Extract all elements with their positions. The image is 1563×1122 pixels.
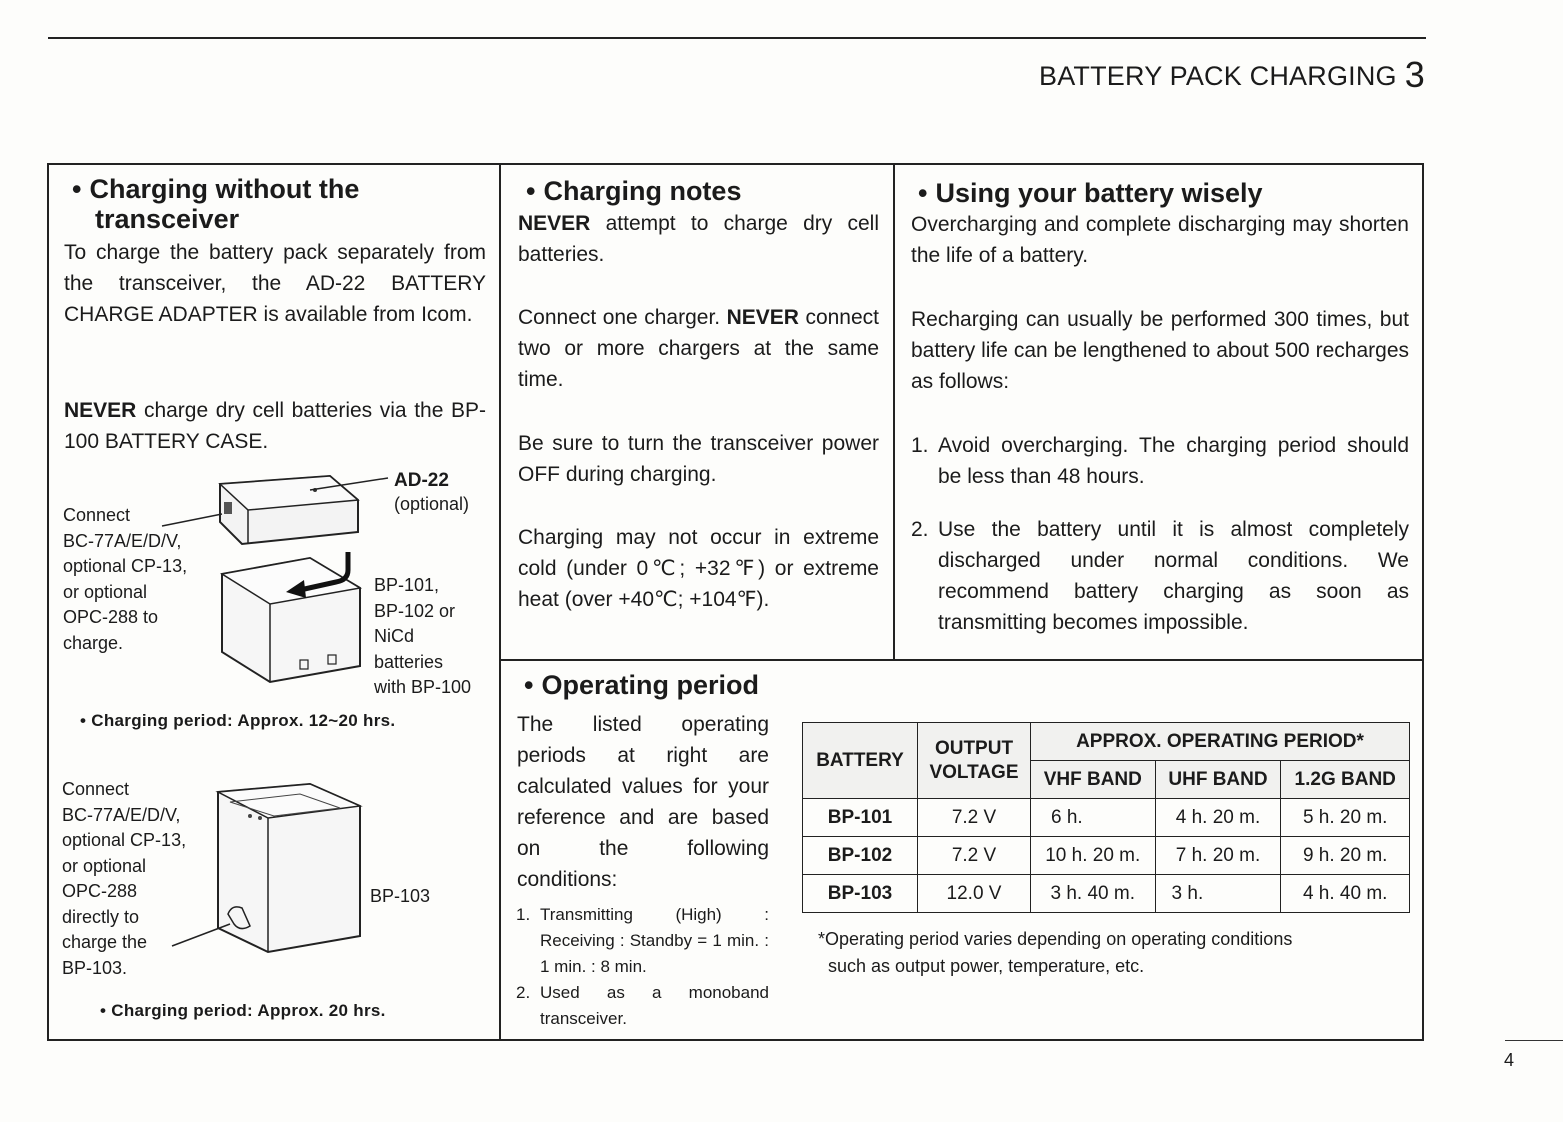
operating-conditions-list [516, 902, 769, 1032]
wisely-list [911, 430, 1409, 638]
wisely-p2: Recharging can usually be performed 300 times, but battery life can be lengthened to about 500 recharges as follows: [911, 308, 1409, 393]
top-rule [48, 37, 1426, 39]
col1-warning: NEVER charge dry cell batteries via the BP-100 BATTERY CASE. [64, 399, 486, 453]
page-header [1039, 52, 1425, 94]
section-heading-charging-without: • Charging without the transceiver [72, 174, 360, 234]
operating-period-table [802, 722, 1410, 913]
col1-intro: To charge the battery pack separately from the transceiver, the AD-22 BATTERY CHARGE ADAPTER is available from Icom. [64, 241, 486, 326]
wisely-p1: Overcharging and complete discharging may shorten the life of a battery. [911, 213, 1409, 267]
list-item: 1. Transmitting (High) : Receiving : Standby = 1 min. : 1 min. : 8 min. [516, 905, 769, 976]
notes-p3: Be sure to turn the transceiver power OFF during charging. [518, 432, 879, 486]
ad22-adapter-illustration [160, 470, 400, 700]
table-footnote: *Operating period varies depending on operating conditions such as output power, temperature, etc. [818, 929, 1293, 976]
charging-period-1: • Charging period: Approx. 12~20 hrs. [80, 711, 396, 730]
bp103-label: BP-103 [370, 886, 431, 906]
charging-period-2: • Charging period: Approx. 20 hrs. [100, 1001, 386, 1020]
chapter-number: 3 [1404, 54, 1425, 95]
ad22-optional-label: (optional) [394, 494, 470, 514]
bp103-battery-illustration [170, 778, 370, 978]
divider-col2 [893, 163, 895, 660]
section-heading-charging-notes: • Charging notes [526, 176, 742, 206]
header-title: BATTERY PACK CHARGING [1038, 61, 1397, 91]
table-row: BP-101 7.2 V 6 h. 4 h. 20 m. 5 h. 20 m. [803, 799, 1410, 837]
header-uhf: UHF BAND [1155, 761, 1281, 799]
list-item: 1. Avoid overcharging. The charging period should be less than 48 hours. [911, 434, 1409, 488]
divider-col1 [499, 163, 501, 1041]
header-approx-period: APPROX. OPERATING PERIOD* [1031, 723, 1410, 761]
fig1-battery-label: BP-101, BP-102 or NiCd batteries with BP-100 [374, 575, 472, 697]
page-edge-rule [1505, 1040, 1563, 1041]
header-output-voltage: OUTPUT VOLTAGE [918, 723, 1031, 799]
notes-p4: Charging may not occur in extreme cold (under 0℃; +32℉) or extreme heat (over +40℃; +104℉). [518, 526, 879, 611]
header-12g: 1.2G BAND [1281, 761, 1410, 799]
notes-p2: Connect one charger. NEVER connect two or more chargers at the same time. [518, 306, 879, 391]
operating-intro: The listed operating periods at right are calculated values for your reference and are based on the following conditions: [517, 713, 769, 891]
header-vhf: VHF BAND [1031, 761, 1156, 799]
list-item: 2. Used as a monoband transceiver. [516, 983, 769, 1028]
page-number: 4 [1504, 1050, 1515, 1070]
ad22-label: AD-22 [394, 470, 449, 491]
header-battery: BATTERY [803, 723, 918, 799]
divider-operating [499, 659, 1424, 661]
table-row: BP-102 7.2 V 10 h. 20 m. 7 h. 20 m. 9 h. 20 m. [803, 837, 1410, 875]
list-item: 2. Use the battery until it is almost completely discharged under normal conditions. We recommend battery charging as soon as transmitting becomes impossible. [911, 518, 1409, 634]
fig1-connect-label: Connect BC-77A/E/D/V, optional CP-13, or optional OPC-288 to charge. [63, 505, 188, 653]
section-heading-operating-period: • Operating period [524, 670, 759, 700]
fig2-connect-label: Connect BC-77A/E/D/V, optional CP-13, or optional OPC-288 directly to charge the BP-103. [62, 779, 187, 978]
notes-p1: NEVER attempt to charge dry cell batteries. [518, 212, 879, 266]
table-row: BP-103 12.0 V 3 h. 40 m. 3 h. 4 h. 40 m. [803, 875, 1410, 913]
section-heading-battery-wisely: • Using your battery wisely [918, 178, 1263, 208]
